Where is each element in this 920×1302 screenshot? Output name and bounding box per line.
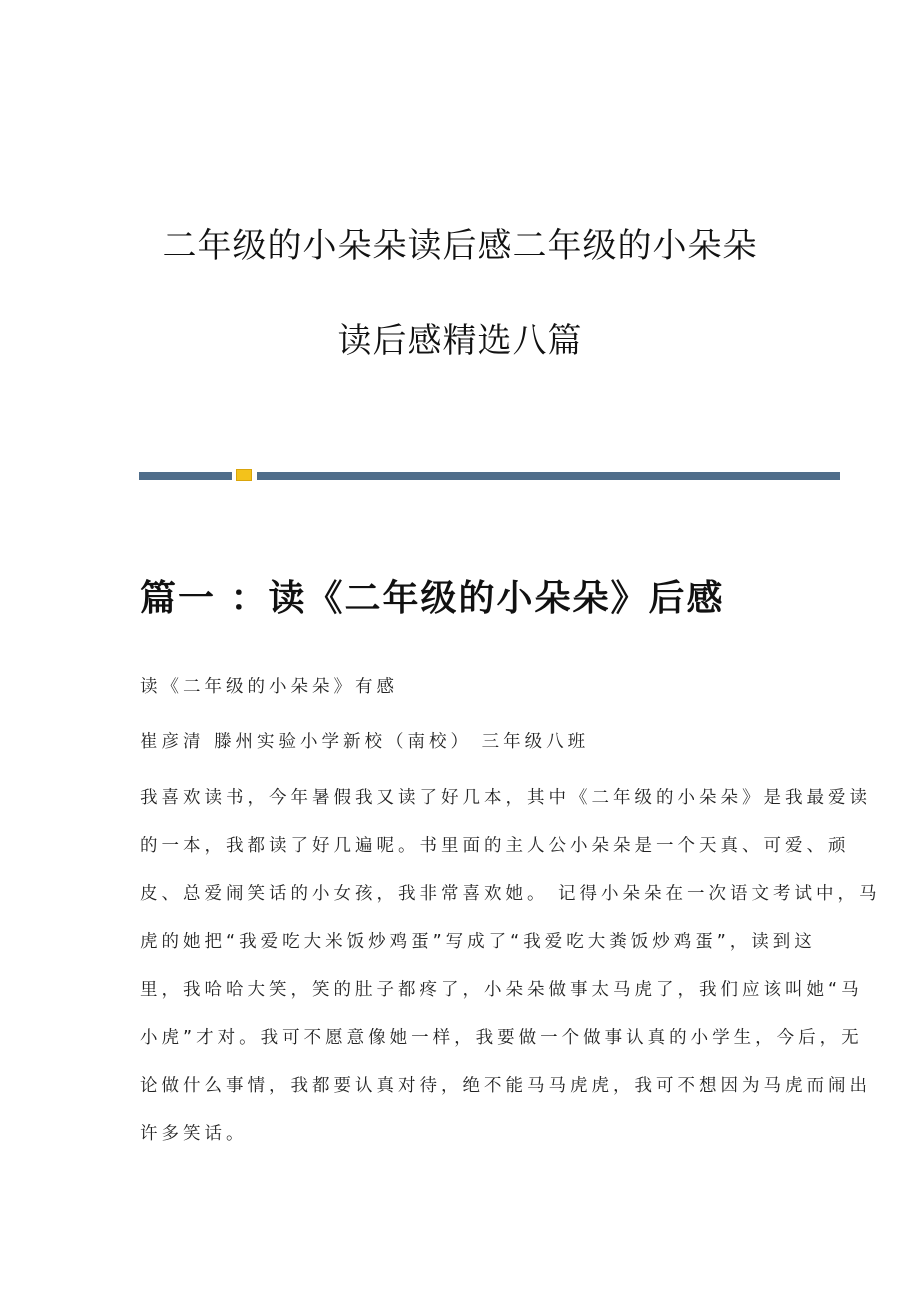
body-line: 我喜欢读书，今年暑假我又读了好几本，其中《二年级的小朵朵》是我最爱读 — [140, 788, 871, 808]
ornament-icon — [236, 469, 252, 481]
body-line: 皮、总爱闹笑话的小女孩，我非常喜欢她。 记得小朵朵在一次语文考试中，马 — [140, 884, 881, 904]
divider-right — [257, 472, 840, 480]
body-line: 里，我哈哈大笑，笑的肚子都疼了，小朵朵做事太马虎了，我们应该叫她“马 — [140, 980, 863, 1000]
divider-left — [139, 472, 232, 480]
section-heading: 篇一 ：读《二年级的小朵朵》后感 — [140, 578, 725, 619]
body-line: 小虎”才对。我可不愿意像她一样，我要做一个做事认真的小学生，今后，无 — [140, 1028, 863, 1048]
document-title-line-2: 读后感精选八篇 — [337, 321, 583, 361]
body-line: 虎的她把“我爱吃大米饭炒鸡蛋”写成了“我爱吃大粪饭炒鸡蛋”，读到这 — [140, 932, 816, 952]
author-line: 崔彦清 滕州实验小学新校（南校） 三年级八班 — [140, 732, 590, 752]
body-line: 许多笑话。 — [140, 1124, 248, 1144]
document-title-line-1: 二年级的小朵朵读后感二年级的小朵朵 — [162, 226, 758, 266]
body-line: 的一本，我都读了好几遍呢。书里面的主人公小朵朵是一个天真、可爱、顽 — [140, 836, 850, 856]
body-line: 论做什么事情，我都要认真对待，绝不能马马虎虎，我可不想因为马虎而闹出 — [140, 1076, 871, 1096]
section-subtitle: 读《二年级的小朵朵》有感 — [140, 677, 398, 697]
